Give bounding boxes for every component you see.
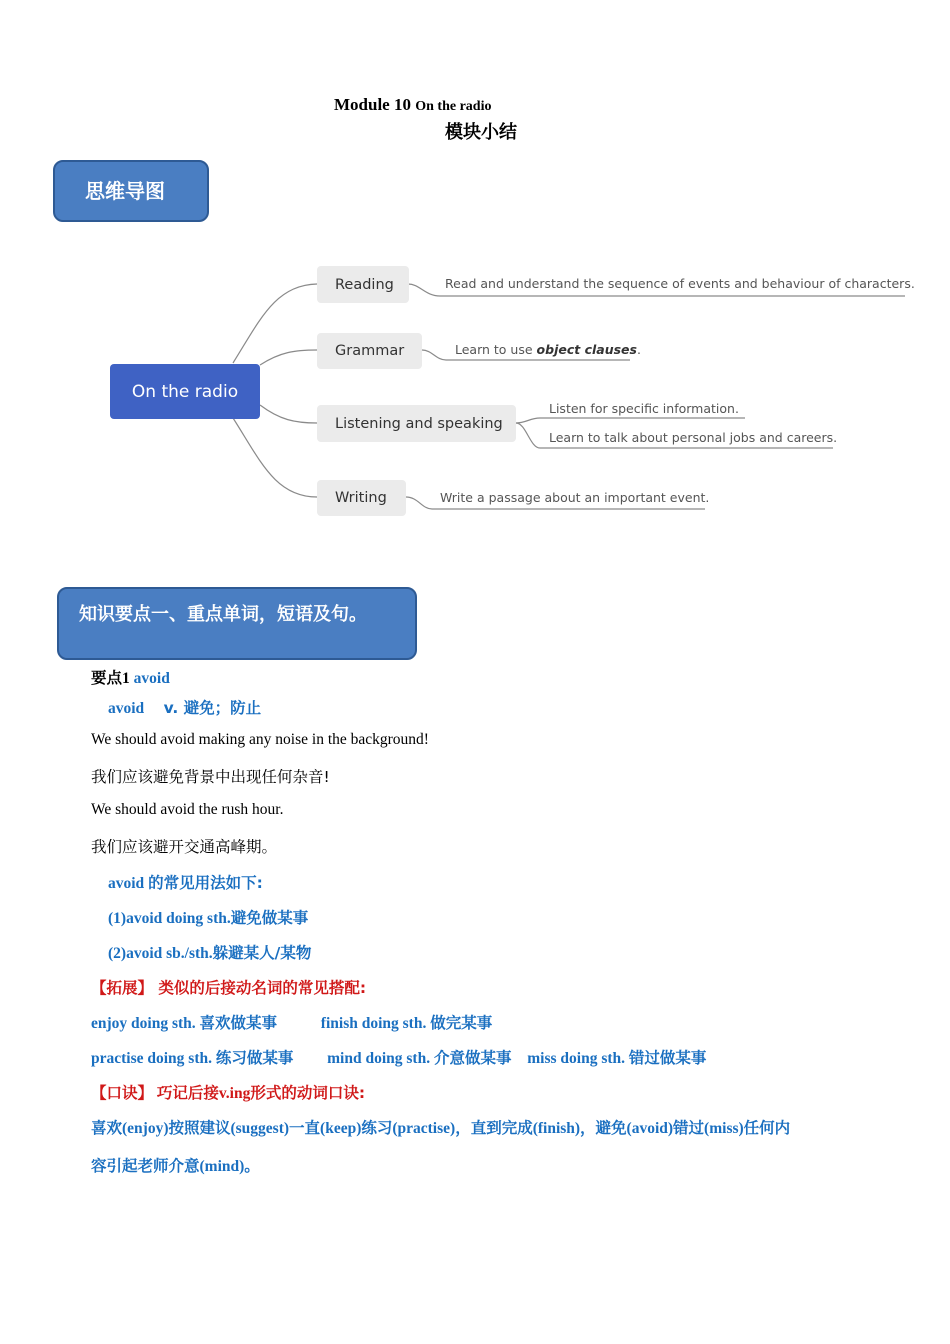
mindmap-section-banner: 思维导图 [53,160,209,222]
object-clauses-emphasis: object clauses [536,342,637,357]
mnemonic-line-1: 喜欢(enjoy)按照建议(suggest)一直(keep)练习(practise)，直到完成(finish)，避免(avoid)错过(miss)任何内 [91,1120,791,1137]
connector-writing [233,418,317,497]
document-subtitle: 模块小结 [445,122,517,143]
leaf-writing: Write a passage about an important event. [440,490,710,505]
usage-title: avoid 的常见用法如下: [108,874,263,892]
branch-writing: Writing [317,480,406,516]
leaf-reading: Read and understand the sequence of events and behaviour of characters. [445,276,915,291]
branch-grammar: Grammar [317,333,422,369]
example-2-cn: 我们应该避开交通高峰期。 [91,838,278,856]
collocation-miss: miss doing sth. 错过做某事 [527,1049,707,1067]
module-title: On the radio [415,99,492,114]
mnemonic-line-2: 容引起老师介意(mind)。 [91,1158,260,1175]
connector-grammar [260,350,317,365]
example-1-cn: 我们应该避免背景中出现任何杂音! [91,768,330,786]
usage-1: (1)avoid doing sth.避免做某事 [108,909,309,927]
branch-reading: Reading [317,266,409,303]
leaf-listening-2: Learn to talk about personal jobs and careers. [549,430,838,445]
word-definition: avoid v. 避免；防止 [108,699,262,717]
extension-heading: 【拓展】 类似的后接动名词的常见搭配: [91,979,367,997]
example-1-en: We should avoid making any noise in the background! [91,731,429,748]
collocation-enjoy: enjoy doing sth. 喜欢做某事 [91,1014,278,1032]
collocation-row-2 [91,1046,706,1068]
collocation-practise: practise doing sth. 练习做某事 [91,1049,294,1067]
connector-reading [233,284,317,363]
collocation-finish: finish doing sth. 做完某事 [320,1014,493,1032]
leaf-listening-1: Listen for specific information. [549,401,739,416]
usage-2: (2)avoid sb./sth.躲避某人/某物 [108,944,312,962]
mnemonic-heading: 【口诀】 巧记后接v.ing形式的动词口诀: [91,1084,366,1102]
connector-listening [260,405,317,423]
example-2-en: We should avoid the rush hour. [91,801,284,818]
mindmap-center-node: On the radio [110,364,260,419]
leaf-line-listening-1 [516,418,745,423]
leaf-grammar: Learn to use object clauses. [455,342,641,357]
collocation-mind: mind doing sth. 介意做某事 [327,1049,512,1067]
point-heading: 要点1 avoid [91,669,170,687]
collocation-row-1 [91,1011,492,1033]
document-title [334,95,491,115]
branch-listening-speaking: Listening and speaking [317,405,516,442]
knowledge-section-banner: 知识要点一、重点单词，短语及句。 [57,587,417,660]
module-number: Module 10 [334,95,411,114]
